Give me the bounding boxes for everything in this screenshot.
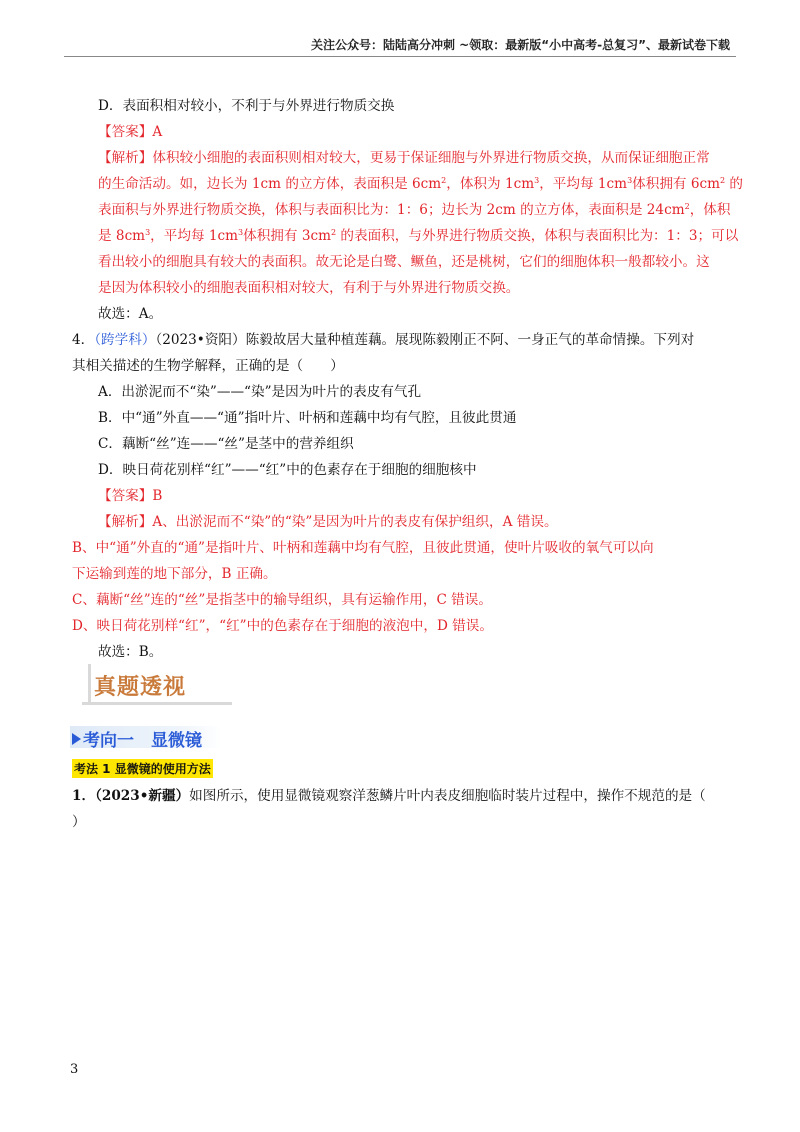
analysis-text: 表面积与外界进行物质交换，体积与表面积比为：1：6；边长为 2cm 的立方体，表面积是 24cm — [98, 202, 685, 218]
analysis-text: A、出淤泥而不“染”的“染”是因为叶片的表皮有保护组织，A 错误。 — [152, 514, 558, 530]
answer-line — [98, 122, 162, 142]
analysis-text: 的 — [725, 176, 744, 192]
superscript: 2 — [684, 202, 690, 211]
banner-title: 真题透视 — [94, 675, 187, 700]
banner-horizontal-bar — [82, 702, 232, 705]
option-d: D．映日荷花别样“红”——“红”中的色素存在于细胞的细胞核中 — [98, 462, 477, 478]
analysis-text: ，体积 — [689, 202, 731, 218]
analysis-line-4 — [98, 226, 738, 246]
analysis-line-2 — [98, 174, 743, 194]
analysis-line-6: 是因为体积较小的细胞表面积相对较大，有利于与外界进行物质交换。 — [98, 280, 520, 296]
superscript: 3 — [145, 228, 151, 237]
question-tag: （跨学科） — [94, 332, 156, 348]
answer-value: A — [152, 124, 163, 140]
analysis-text: 的生命活动。如，边长为 1cm 的立方体，表面积是 6cm — [98, 176, 442, 192]
superscript: 2 — [720, 176, 726, 185]
banner-vertical-bar — [88, 664, 91, 704]
question-source: （2023•新疆） — [95, 788, 190, 804]
analysis-line-1 — [98, 148, 710, 168]
analysis-line-c: C、藕断“丝”连的“丝”是指茎中的输导组织，具有运输作用，C 错误。 — [72, 592, 492, 608]
question-stem: （2023•资阳）陈毅故居大量种植莲藕。展现陈毅刚正不阿、一身正气的革命情操。下列对 — [155, 332, 695, 348]
triangle-right-icon — [72, 733, 81, 745]
analysis-line-b2: 下运输到莲的地下部分，B 正确。 — [72, 566, 277, 582]
analysis-line-b1: B、中“通”外直的“通”是指叶片、叶柄和莲藕中均有气腔，且彼此贯通，使叶片吸收的氧气可以向 — [72, 540, 654, 556]
conclusion: 故选：A。 — [98, 306, 163, 322]
option-d: D．表面积相对较小，不利于与外界进行物质交换 — [98, 98, 395, 114]
conclusion: 故选：B。 — [98, 644, 163, 660]
analysis-text: 是 8cm — [98, 228, 146, 244]
superscript: 2 — [441, 176, 447, 185]
superscript: 2 — [330, 228, 337, 237]
method-label: 考法 1 显微镜的使用方法 — [72, 759, 213, 778]
analysis-text: 的表面积，与外界进行物质交换，体积与表面积比为：1：3；可以 — [336, 228, 739, 244]
analysis-line-d: D、映日荷花别样“红”，“红”中的色素存在于细胞的液泡中，D 错误。 — [72, 618, 493, 634]
answer-label: 【答案】 — [98, 488, 153, 504]
header-divider — [64, 56, 736, 57]
analysis-label: 【解析】 — [98, 514, 153, 530]
question-number: 4． — [72, 332, 95, 348]
analysis-line-a — [98, 512, 558, 532]
section-title: 考向一 显微镜 — [83, 731, 202, 751]
page-header: 关注公众号：陆陆高分冲刺 ~领取：最新版“小中高考-总复习”、最新试卷下载 — [311, 38, 730, 52]
option-c: C．藕断“丝”连——“丝”是茎中的营养组织 — [98, 436, 354, 452]
analysis-text: 体积拥有 3cm — [243, 228, 331, 244]
option-b: B．中“通”外直——“通”指叶片、叶柄和莲藕中均有气腔，且彼此贯通 — [98, 410, 517, 426]
analysis-label: 【解析】 — [98, 150, 153, 166]
analysis-text: ，平均每 1cm — [150, 228, 239, 244]
section-banner — [82, 664, 232, 704]
superscript: 3 — [627, 176, 633, 185]
section-heading — [72, 726, 202, 751]
question-1-stem-line-2: ） — [72, 814, 86, 830]
answer-line — [98, 486, 162, 506]
question-4-stem-line-2: 其相关描述的生物学解释，正确的是（ ） — [72, 358, 344, 374]
question-stem: 如图所示，使用显微镜观察洋葱鳞片叶内表皮细胞临时装片过程中，操作不规范的是（ — [189, 788, 706, 804]
superscript: 3 — [534, 176, 540, 185]
answer-value: B — [152, 488, 163, 504]
superscript: 3 — [238, 228, 244, 237]
analysis-text: ，平均每 1cm — [539, 176, 628, 192]
question-number: 1． — [72, 788, 96, 804]
question-4-stem-line-1 — [72, 330, 694, 350]
analysis-line-5: 看出较小的细胞具有较大的表面积。故无论是白鹭、鳜鱼，还是桃树，它们的细胞体积一般都较小。这 — [98, 254, 710, 270]
analysis-text: 体积较小细胞的表面积则相对较大，更易于保证细胞与外界进行物质交换，从而保证细胞正常 — [152, 150, 710, 166]
page-number: 3 — [70, 1062, 79, 1077]
question-1-stem-line-1 — [72, 786, 706, 806]
option-a: A．出淤泥而不“染”——“染”是因为叶片的表皮有气孔 — [98, 384, 422, 400]
analysis-text: 体积拥有 6cm — [632, 176, 721, 192]
analysis-text: ，体积为 1cm — [446, 176, 535, 192]
analysis-line-3 — [98, 200, 730, 220]
answer-label: 【答案】 — [98, 124, 153, 140]
